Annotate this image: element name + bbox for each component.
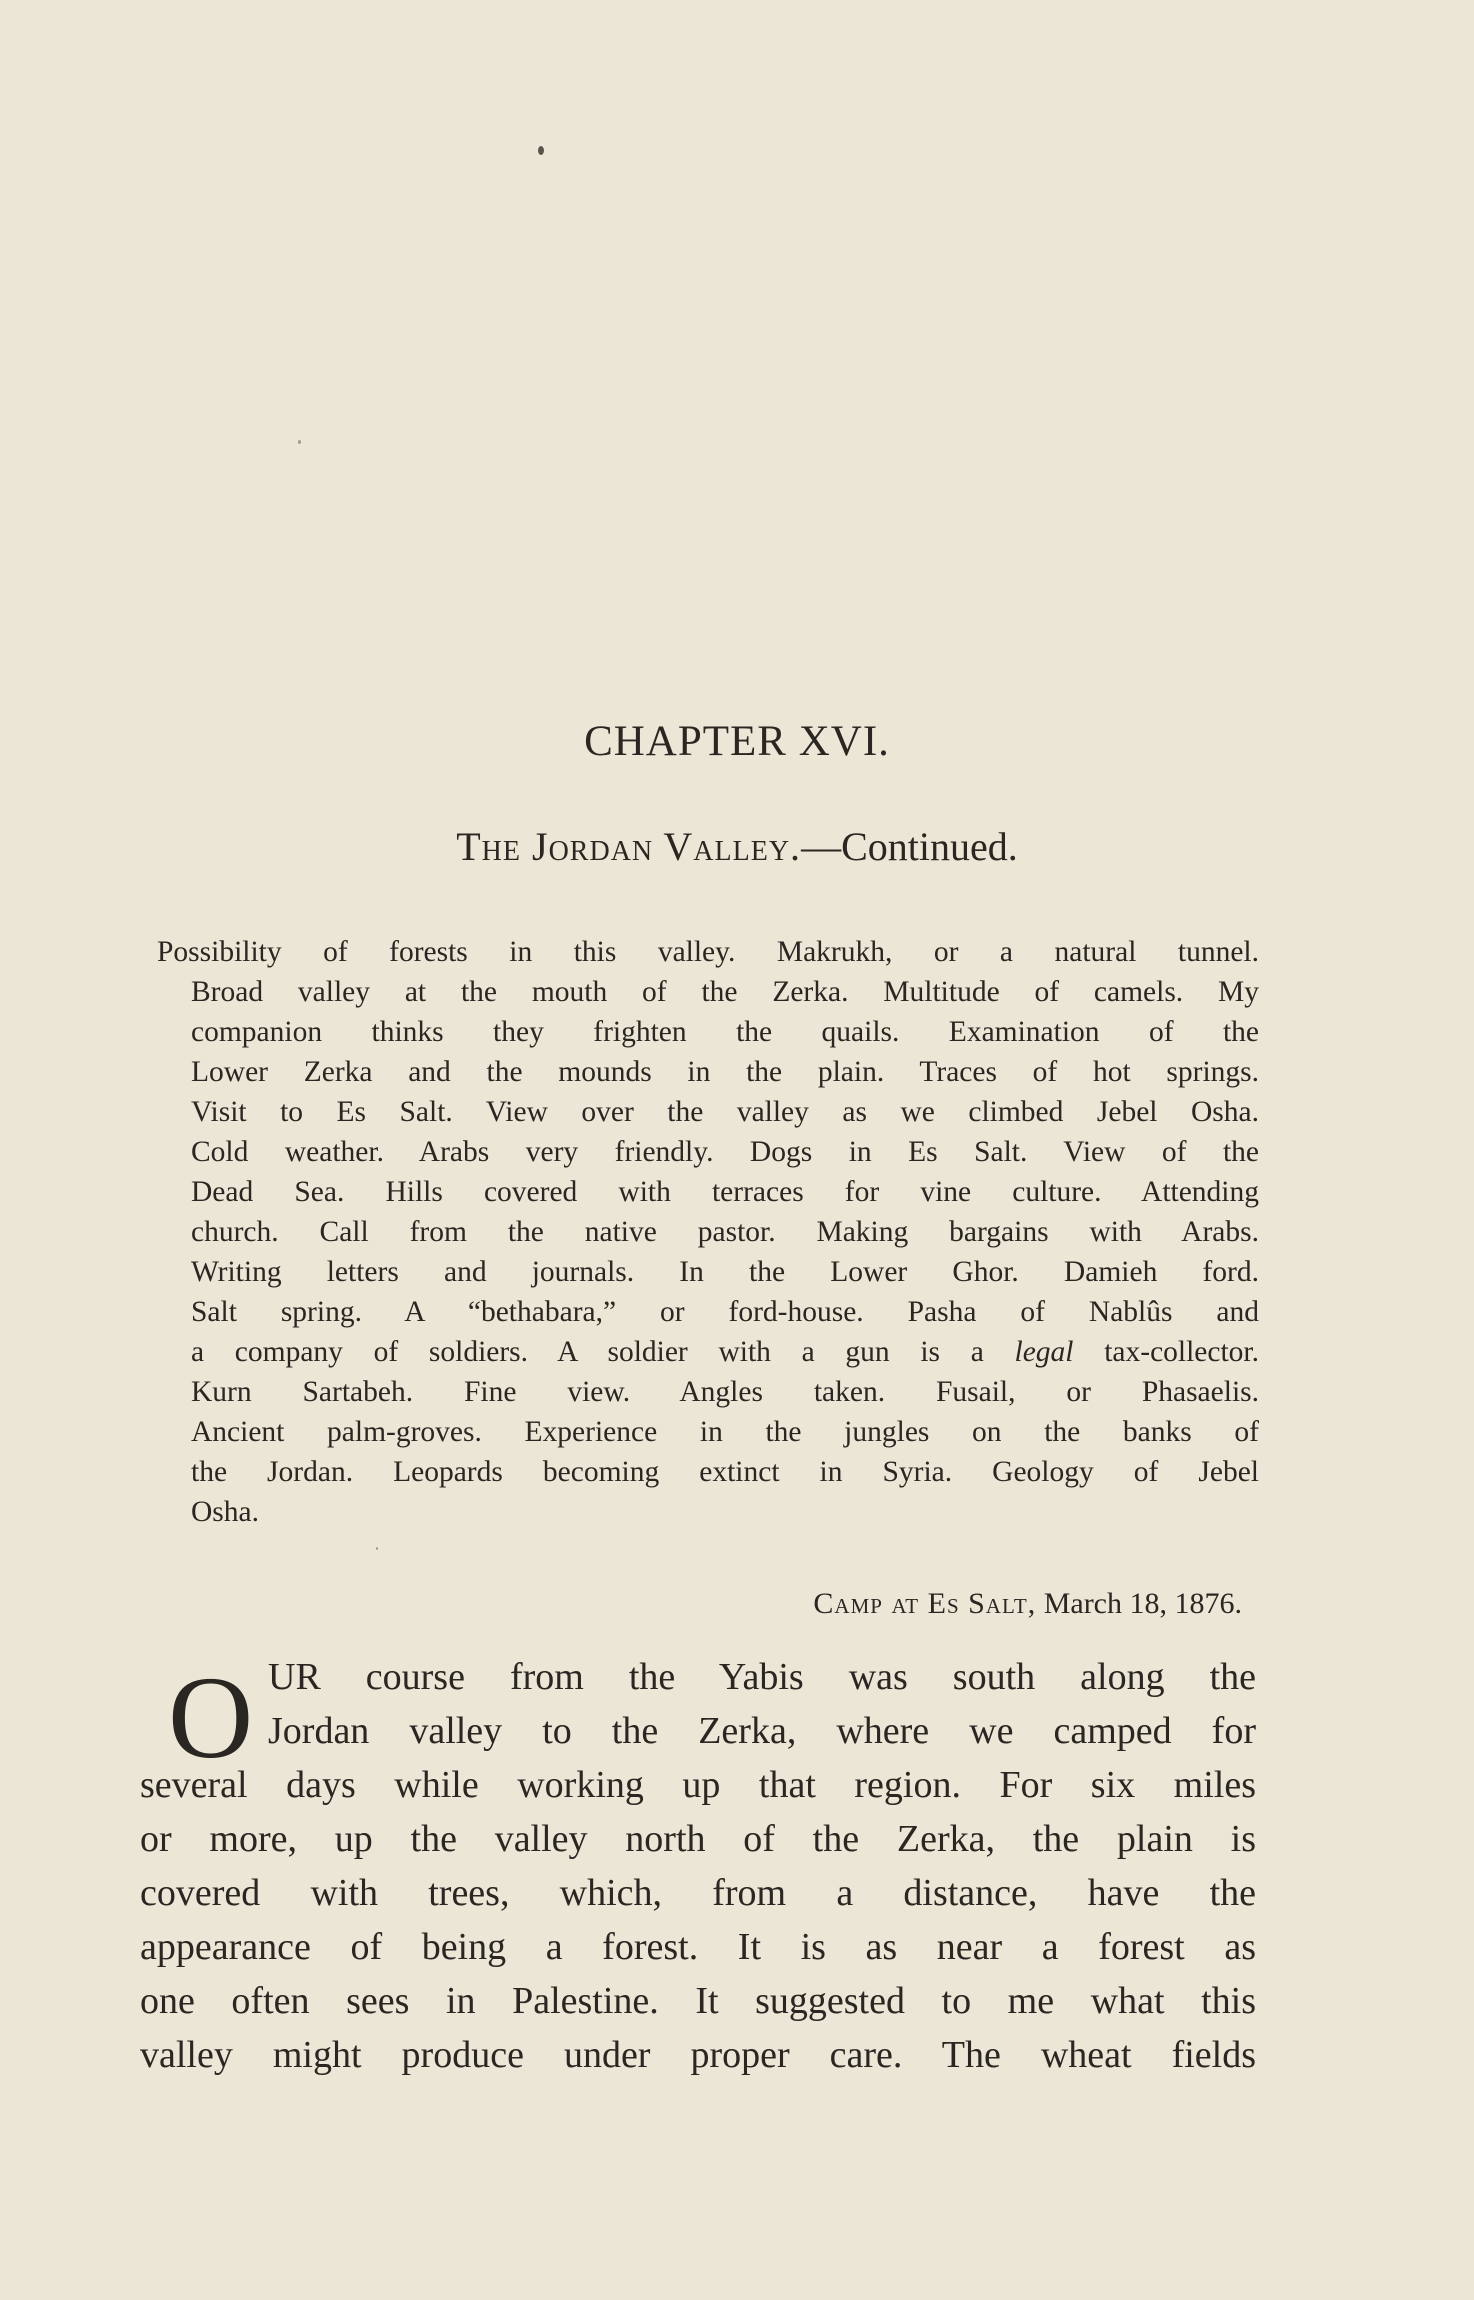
dateline	[813, 1584, 1242, 1624]
ink-speck	[298, 440, 301, 444]
summary-italic-word: legal	[1014, 1336, 1074, 1368]
summary-line: Cold weather. Arabs very friendly. Dogs in Es Salt. View of the	[191, 1136, 1259, 1168]
summary-line: Dead Sea. Hills covered with terraces for vine culture. Attending	[191, 1176, 1259, 1208]
summary-line: Ancient palm-groves. Experience in the jungles on the banks of	[191, 1416, 1259, 1448]
body-line: UR course from the Yabis was south along the	[268, 1656, 1256, 1698]
body-line: one often sees in Palestine. It suggested to me what this	[140, 1980, 1256, 2022]
summary-line: Visit to Es Salt. View over the valley as we climbed Jebel Osha.	[191, 1096, 1259, 1128]
chapter-summary	[157, 932, 1259, 1532]
body-line: appearance of being a forest. It is as near a forest as	[140, 1926, 1256, 1968]
summary-line: Kurn Sartabeh. Fine view. Angles taken. Fusail, or Phasaelis.	[191, 1376, 1259, 1408]
summary-line: the Jordan. Leopards becoming extinct in Syria. Geology of Jebel	[191, 1456, 1259, 1488]
summary-line: Lower Zerka and the mounds in the plain. Traces of hot springs.	[191, 1056, 1259, 1088]
body-line: or more, up the valley north of the Zerka, the plain is	[140, 1818, 1256, 1860]
body-line: valley might produce under proper care. The wheat fields	[140, 2034, 1256, 2076]
body-line: covered with trees, which, from a distance, have the	[140, 1872, 1256, 1914]
summary-line: Osha.	[191, 1496, 260, 1528]
body-line: Jordan valley to the Zerka, where we camped for	[268, 1710, 1256, 1752]
dateline-place: Camp at Es Salt,	[813, 1587, 1037, 1620]
ink-speck	[538, 146, 544, 155]
summary-line: Salt spring. A “bethabara,” or ford-house. Pasha of Nablûs and	[191, 1296, 1259, 1328]
chapter-subtitle-continued: —Continued.	[801, 824, 1018, 869]
summary-line	[157, 1332, 1259, 1372]
summary-line: Possibility of forests in this valley. Makrukh, or a natural tunnel.	[157, 936, 1259, 968]
summary-line: companion thinks they frighten the quails. Examination of the	[191, 1016, 1259, 1048]
summary-line-text: tax-collector.	[1104, 1336, 1260, 1368]
chapter-title: CHAPTER XVI.	[584, 718, 890, 765]
summary-line: Writing letters and journals. In the Lower Ghor. Damieh ford.	[191, 1256, 1259, 1288]
summary-line: Broad valley at the mouth of the Zerka. Multitude of camels. My	[191, 976, 1259, 1008]
body-text	[140, 1650, 1256, 2082]
chapter-subtitle-main: The Jordan Valley.	[456, 824, 802, 869]
dateline-date: March 18, 1876.	[1043, 1587, 1242, 1620]
summary-line: church. Call from the native pastor. Making bargains with Arabs.	[191, 1216, 1259, 1248]
chapter-subtitle	[0, 822, 1474, 872]
ink-speck	[376, 1547, 378, 1550]
summary-line-text: a company of soldiers. A soldier with a gun is a	[191, 1336, 984, 1368]
body-line: several days while working up that region. For six miles	[140, 1764, 1256, 1806]
drop-cap: O	[168, 1652, 254, 1783]
